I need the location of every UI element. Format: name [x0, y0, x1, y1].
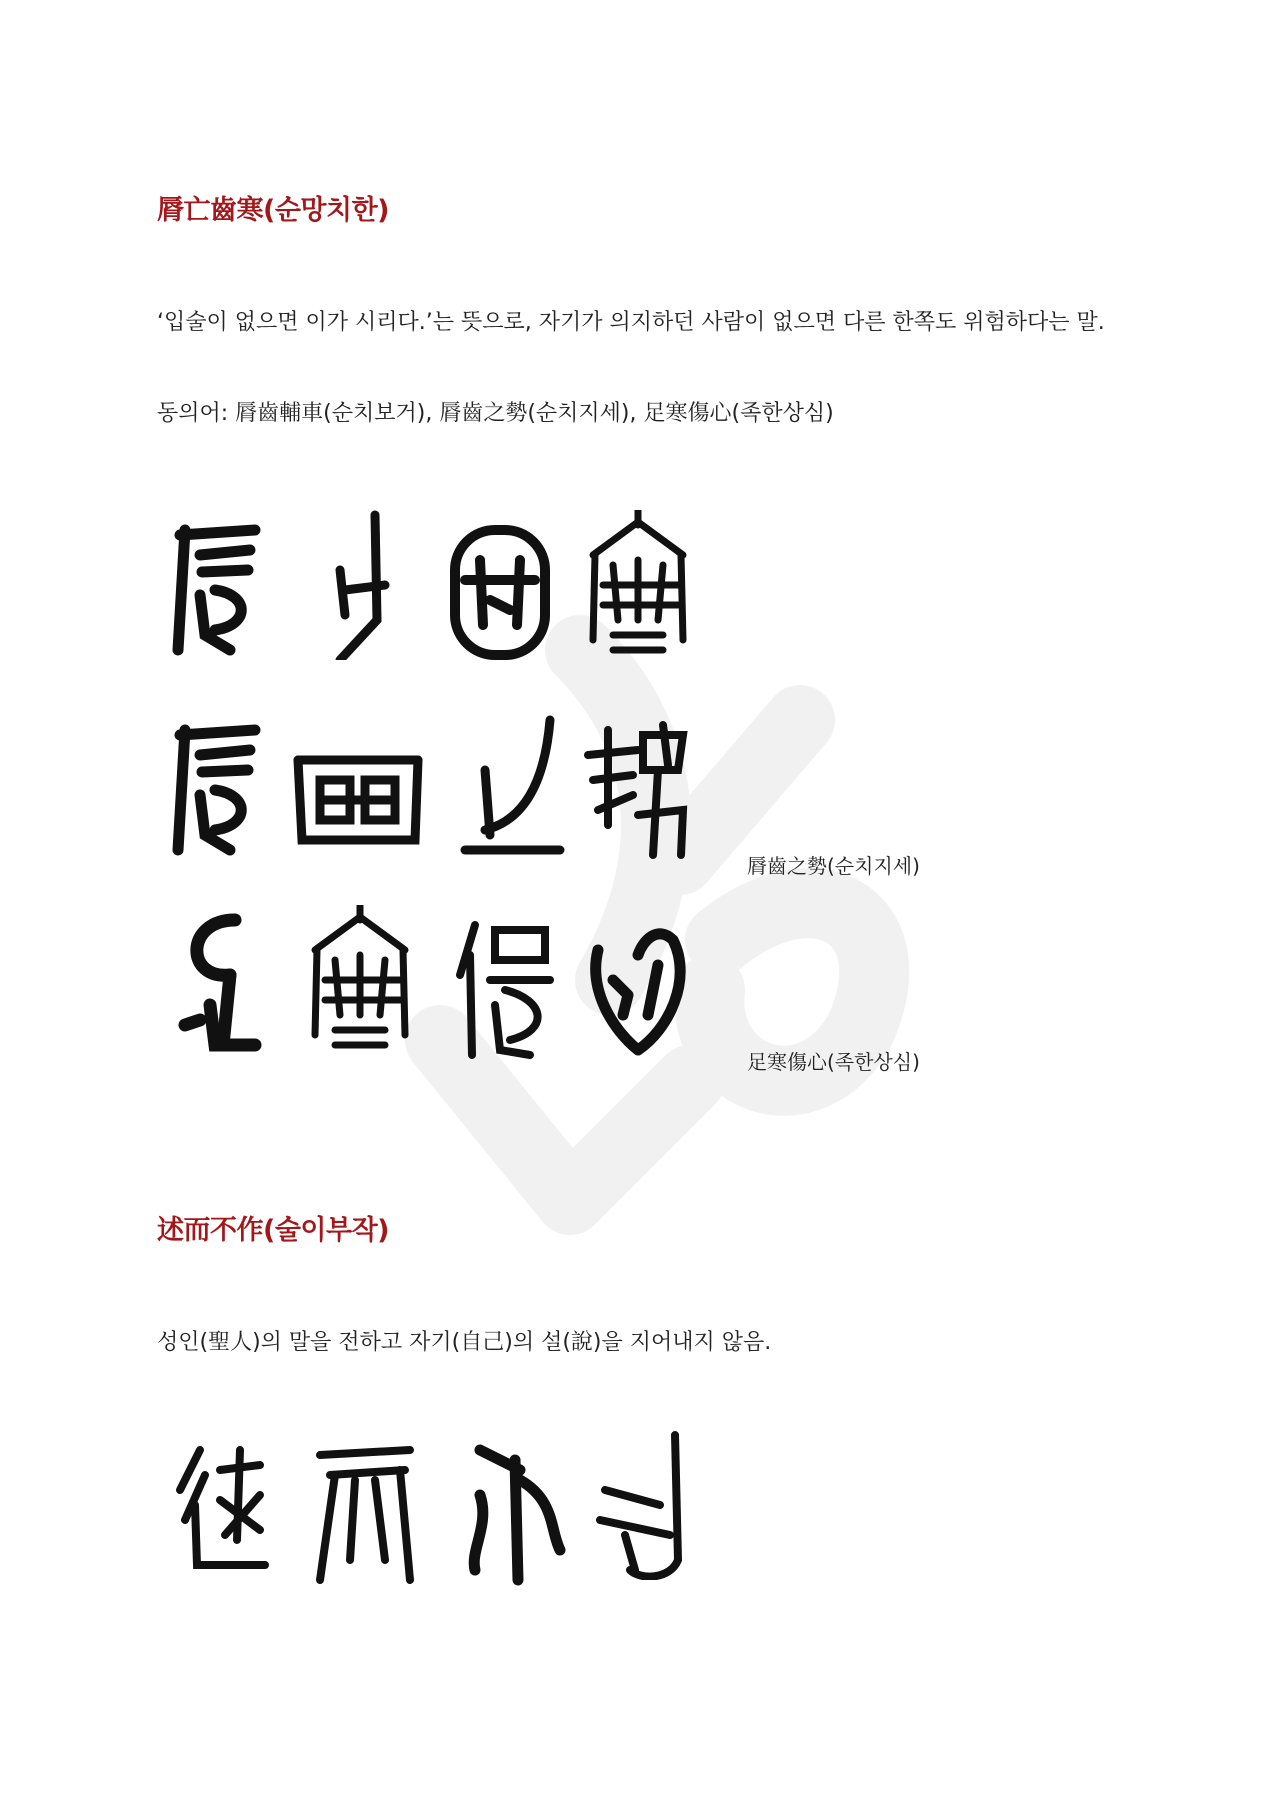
section1-heading: 脣亡齒寒(순망치한)	[157, 195, 390, 226]
seal-char-述	[165, 1440, 275, 1590]
section2-heading: 述而不作(술이부작)	[157, 1215, 390, 1246]
section1-definition: ‘입술이 없으면 이가 시리다.’는 뜻으로, 자기가 의지하던 사람이 없으면 다른 한쪽도 위험하다는 말.	[157, 310, 1105, 335]
seal-char-脣-2	[160, 710, 270, 860]
seal-char-不	[460, 1440, 570, 1590]
seal-char-亡	[315, 510, 425, 660]
caption-row-3: 足寒傷心(족한상심)	[747, 1050, 920, 1074]
seal-char-齒-2	[290, 745, 425, 855]
seal-char-寒-2	[305, 905, 415, 1055]
seal-char-作	[590, 1430, 700, 1580]
seal-char-之	[455, 710, 565, 860]
section2-definition: 성인(聖人)의 말을 전하고 자기(自己)의 설(說)을 지어내지 않음.	[157, 1330, 772, 1355]
seal-char-勢	[583, 715, 693, 865]
seal-char-齒	[445, 515, 555, 665]
seal-char-寒	[583, 510, 693, 660]
caption-row-2: 脣齒之勢(순치지세)	[747, 854, 920, 878]
seal-char-傷	[450, 915, 560, 1065]
watermark-logo	[380, 560, 940, 1260]
section1-synonyms: 동의어: 脣齒輔車(순치보거), 脣齒之勢(순치지세), 足寒傷心(족한상심)	[157, 401, 834, 426]
seal-char-心	[583, 920, 693, 1070]
seal-char-足	[175, 905, 285, 1055]
seal-char-而	[310, 1440, 420, 1590]
seal-char-脣	[160, 510, 270, 660]
